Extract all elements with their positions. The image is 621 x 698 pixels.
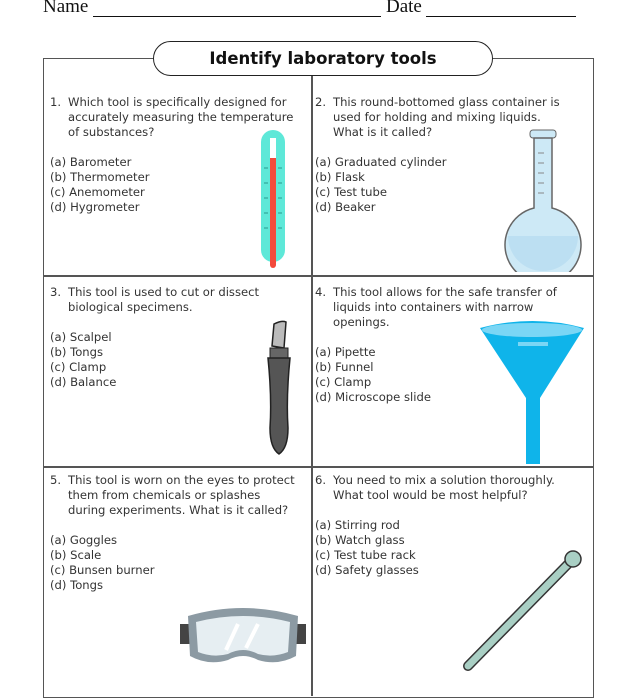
question-text: You need to mix a solution thoroughly. What tool would be most helpful?	[333, 473, 555, 502]
name-label: Name	[43, 0, 89, 17]
question-number: 3.	[50, 285, 62, 299]
answer-option[interactable]: (d) Safety glasses	[315, 563, 419, 577]
question-5	[50, 473, 300, 593]
date-field[interactable]	[426, 16, 576, 17]
answer-option[interactable]: (b) Scale	[50, 548, 102, 562]
stirring-rod-icon	[458, 548, 588, 675]
answer-option[interactable]: (c) Bunsen burner	[50, 563, 155, 577]
question-number: 5.	[50, 473, 62, 487]
question-text: Which tool is specifically designed for accurately measuring the temperature of substances?	[68, 95, 294, 139]
answer-option[interactable]: (a) Graduated cylinder	[315, 155, 447, 169]
answer-option[interactable]: (a) Goggles	[50, 533, 118, 547]
worksheet-title: Identify laboratory tools	[153, 41, 493, 76]
flask-icon	[502, 128, 584, 272]
answer-option[interactable]: (d) Microscope slide	[315, 390, 431, 404]
goggles-icon	[178, 604, 308, 676]
thermometer-icon	[258, 128, 288, 273]
question-number: 4.	[315, 285, 327, 299]
answer-option[interactable]: (b) Tongs	[50, 345, 104, 359]
question-number: 2.	[315, 95, 327, 109]
answer-option[interactable]: (b) Flask	[315, 170, 365, 184]
answer-option[interactable]: (c) Clamp	[50, 360, 107, 374]
question-text: This tool is used to cut or dissect biological specimens.	[68, 285, 260, 314]
answer-option[interactable]: (b) Funnel	[315, 360, 374, 374]
answer-option[interactable]: (a) Pipette	[315, 345, 376, 359]
answer-option[interactable]: (c) Test tube rack	[315, 548, 416, 562]
question-text: This tool is worn on the eyes to protect them from chemicals or splashes during experiments. What is it called?	[68, 473, 295, 517]
answer-option[interactable]: (c) Anemometer	[50, 185, 145, 199]
answer-option[interactable]: (d) Beaker	[315, 200, 376, 214]
answer-option[interactable]: (d) Balance	[50, 375, 117, 389]
answer-option[interactable]: (a) Stirring rod	[315, 518, 400, 532]
answer-option[interactable]: (b) Thermometer	[50, 170, 150, 184]
answer-option[interactable]: (b) Watch glass	[315, 533, 405, 547]
answer-option[interactable]: (d) Tongs	[50, 578, 104, 592]
question-text: This tool allows for the safe transfer of liquids into containers with narrow openings.	[333, 285, 557, 329]
date-label: Date	[386, 0, 422, 17]
answer-option[interactable]: (a) Barometer	[50, 155, 132, 169]
question-number: 1.	[50, 95, 62, 109]
funnel-icon	[478, 320, 588, 468]
answer-option[interactable]: (c) Test tube	[315, 185, 388, 199]
question-text: This round-bottomed glass container is used for holding and mixing liquids. What is it called?	[333, 95, 560, 139]
name-field[interactable]	[93, 16, 381, 17]
answer-option[interactable]: (a) Scalpel	[50, 330, 112, 344]
question-number: 6.	[315, 473, 327, 487]
row-divider	[43, 275, 594, 277]
scalpel-icon	[258, 318, 298, 458]
answer-option[interactable]: (c) Clamp	[315, 375, 372, 389]
column-divider	[311, 76, 313, 696]
answer-option[interactable]: (d) Hygrometer	[50, 200, 140, 214]
